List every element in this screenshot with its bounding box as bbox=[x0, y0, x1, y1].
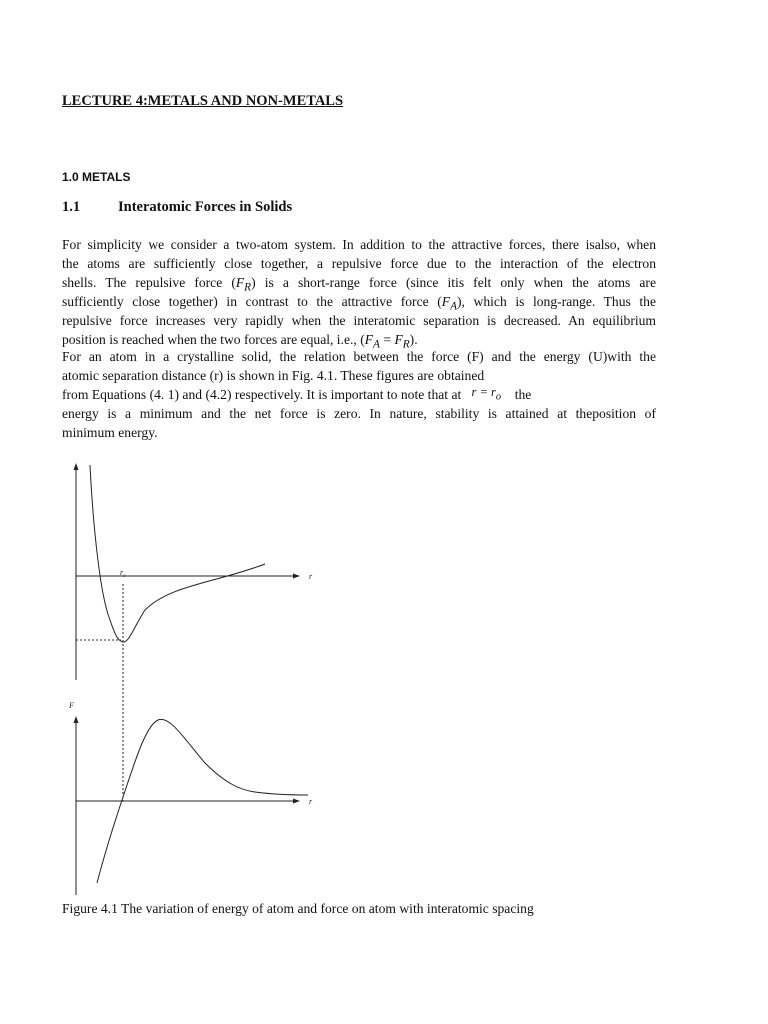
paragraph-text: from Equations (4. 1) and (4.2) respectively. It is important to note that at bbox=[62, 387, 462, 402]
inline-equation bbox=[471, 385, 502, 403]
paragraph-line: minimum energy. bbox=[62, 425, 158, 440]
paragraph-line: atomic separation distance (r) is shown in Fig. 4.1. These figures are obtained bbox=[62, 368, 485, 383]
energy-x-axis-arrow bbox=[293, 574, 300, 579]
paragraph-line: shells. The repulsive force $(F_R)$ is a short-range force (since itis felt only when the atoms are bbox=[62, 275, 656, 294]
paragraph-line: the atoms are sufficiently close together, a repulsive force due to the interaction of the electron bbox=[62, 256, 656, 271]
paragraph-interatomic-forces bbox=[62, 235, 656, 349]
paragraph-line: position is reached when the two forces are equal, i.e., $(F_A = F_R)$. bbox=[62, 332, 418, 351]
force-y-label: F bbox=[69, 701, 74, 710]
paragraph-line: For simplicity we consider a two-atom system. In addition to the attractive forces, there isalso, when bbox=[62, 237, 656, 252]
paragraph-line: energy is a minimum and the net force is zero. In nature, stability is attained at theposition of bbox=[62, 406, 656, 421]
paragraph-text: the bbox=[514, 387, 532, 402]
lecture-title: LECTURE 4:METALS AND NON-METALS bbox=[62, 93, 344, 109]
subsection-heading bbox=[62, 199, 292, 216]
paragraph-line: repulsive force increases very rapidly when the interatomic separation is decreased. An equilibrium bbox=[62, 313, 656, 328]
subsection-title: Interatomic Forces in Solids bbox=[118, 199, 293, 215]
figure-energy-force-plots bbox=[55, 455, 315, 895]
paragraph-line-with-equation bbox=[62, 385, 656, 404]
energy-x-label: r bbox=[309, 572, 313, 581]
equation-subscript: o bbox=[495, 391, 502, 403]
force-x-label: r bbox=[309, 797, 313, 806]
equation-text: r = r bbox=[471, 385, 496, 399]
force-y-axis-arrow bbox=[74, 716, 79, 723]
energy-curve bbox=[90, 465, 265, 642]
paragraph-line: sufficiently close together) in contrast to the attractive force $(F_A)$, which is long-range. Thus the bbox=[62, 294, 656, 313]
section-heading: 1.0 METALS bbox=[62, 170, 131, 184]
force-x-axis-arrow bbox=[293, 799, 300, 804]
force-plot bbox=[74, 716, 309, 895]
figure-caption: Figure 4.1 The variation of energy of atom and force on atom with interatomic spacing bbox=[62, 901, 534, 916]
subsection-number: 1.1 bbox=[62, 199, 81, 215]
energy-y-axis-arrow bbox=[74, 463, 79, 470]
paragraph-line: For an atom in a crystalline solid, the relation between the force (F) and the energy (U)with the bbox=[62, 349, 656, 364]
paragraph-force-energy bbox=[62, 347, 656, 442]
r0-label: $r_o$ bbox=[120, 568, 126, 579]
energy-plot bbox=[74, 463, 301, 801]
